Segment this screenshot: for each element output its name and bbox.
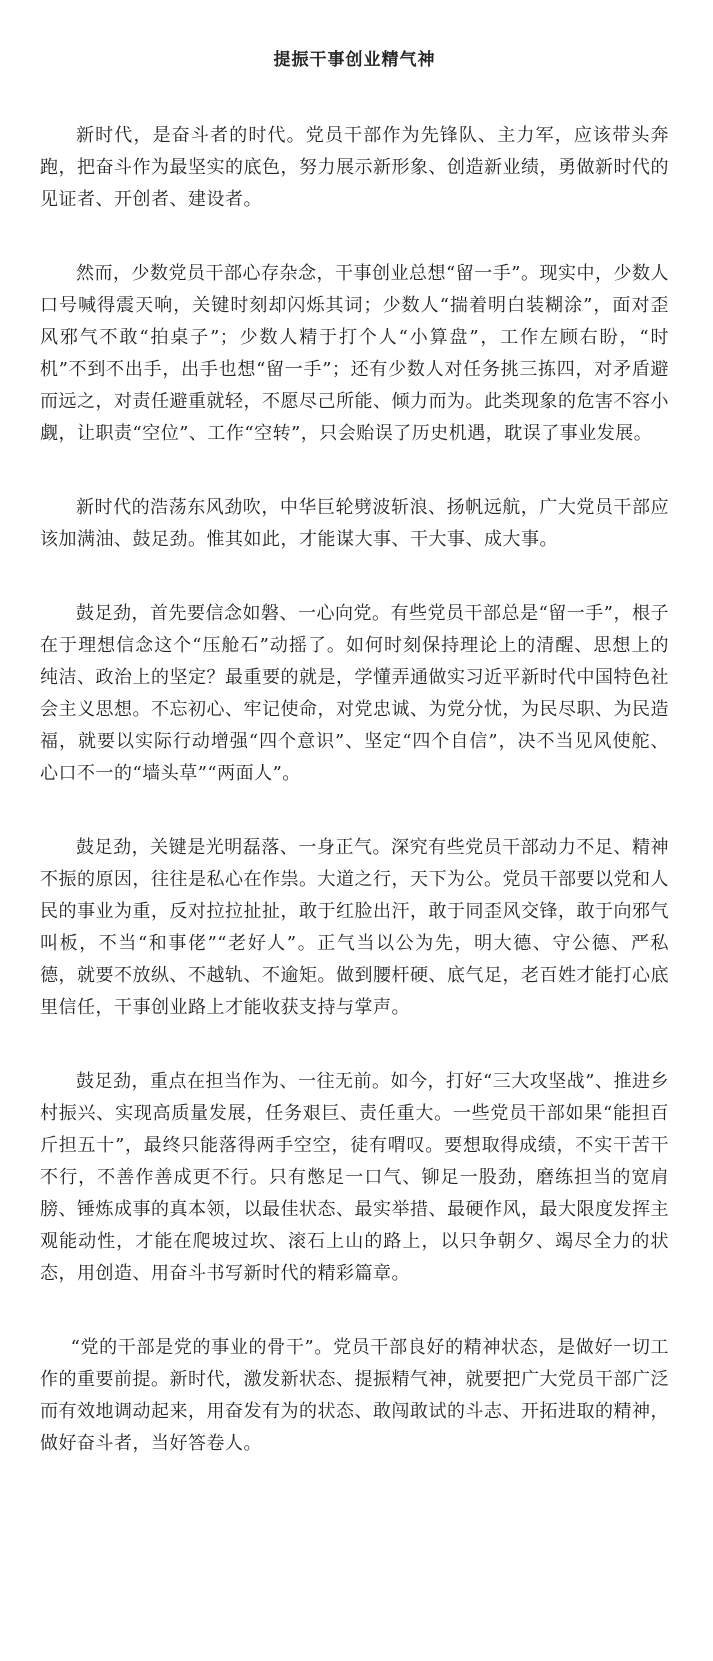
paragraph-4: 鼓足劲，首先要信念如磐、一心向党。有些党员干部总是“留一手”，根子在于理想信念这个“压舱石”动摇了。如何时刻保持理论上的清醒、思想上的纯洁、政治上的坚定？最重要的就是，学懂弄通做实习近平新时代中国特色社会主义思想。不忘初心、牢记使命，对党忠诚、为党分忧，为民尽职、为民造福，就要以实际行动增强“四个意识”、坚定“四个自信”，决不当见风使舵、心口不一的“墙头草”“两面人”。 [40, 603, 669, 784]
paragraph-1: 新时代，是奋斗者的时代。党员干部作为先锋队、主力军，应该带头奔跑，把奋斗作为最坚实的底色，努力展示新形象、创造新业绩，勇做新时代的见证者、开创者、建设者。 [40, 125, 669, 210]
paragraph-5: 鼓足劲，关键是光明磊落、一身正气。深究有些党员干部动力不足、精神不振的原因，往往是私心在作祟。大道之行，天下为公。党员干部要以党和人民的事业为重，反对拉拉扯扯，敢于红脸出汗，敢于同歪风交锋，敢于向邪气叫板，不当“和事佬”“老好人”。正气当以公为先，明大德、守公德、严私德，就要不放纵、不越轨、不逾矩。做到腰杆硬、底气足，老百姓才能打心底里信任，干事创业路上才能收获支持与掌声。 [40, 837, 669, 1018]
paragraph-2: 然而，少数党员干部心存杂念，干事创业总想“留一手”。现实中，少数人口号喊得震天响，关键时刻却闪烁其词；少数人“揣着明白装糊涂”，面对歪风邪气不敢“拍桌子”；少数人精于打个人“小算盘”，工作左顾右盼，“时机”不到不出手，出手也想“留一手”；还有少数人对任务挑三拣四，对矛盾避而远之，对责任避重就轻，不愿尽己所能、倾力而为。此类现象的危害不容小觑，让职责“空位”、工作“空转”，只会贻误了历史机遇，耽误了事业发展。 [40, 263, 669, 444]
paragraph-7: “党的干部是党的事业的骨干”。党员干部良好的精神状态，是做好一切工作的重要前提。新时代，激发新状态、提振精气神，就要把广大党员干部广泛而有效地调动起来，用奋发有为的状态、敢闯敢试的斗志、开拓进取的精神，做好奋斗者，当好答卷人。 [40, 1337, 669, 1454]
article-title: 提振干事创业精气神 [273, 50, 436, 70]
paragraph-3: 新时代的浩荡东风劲吹，中华巨轮劈波斩浪、扬帆远航，广大党员干部应该加满油、鼓足劲。惟其如此，才能谋大事、干大事、成大事。 [40, 497, 669, 550]
paragraph-6: 鼓足劲，重点在担当作为、一往无前。如今，打好“三大攻坚战”、推进乡村振兴、实现高质量发展，任务艰巨、责任重大。一些党员干部如果“能担百斤担五十”，最终只能落得两手空空，徒有喟叹。要想取得成绩，不实干苦干不行，不善作善成更不行。只有憋足一口气、铆足一股劲，磨练担当的宽肩膀、锤炼成事的真本领，以最佳状态、最实举措、最硬作风，最大限度发挥主观能动性，才能在爬坡过坎、滚石上山的路上，以只争朝夕、竭尽全力的状态，用创造、用奋斗书写新时代的精彩篇章。 [40, 1071, 669, 1284]
